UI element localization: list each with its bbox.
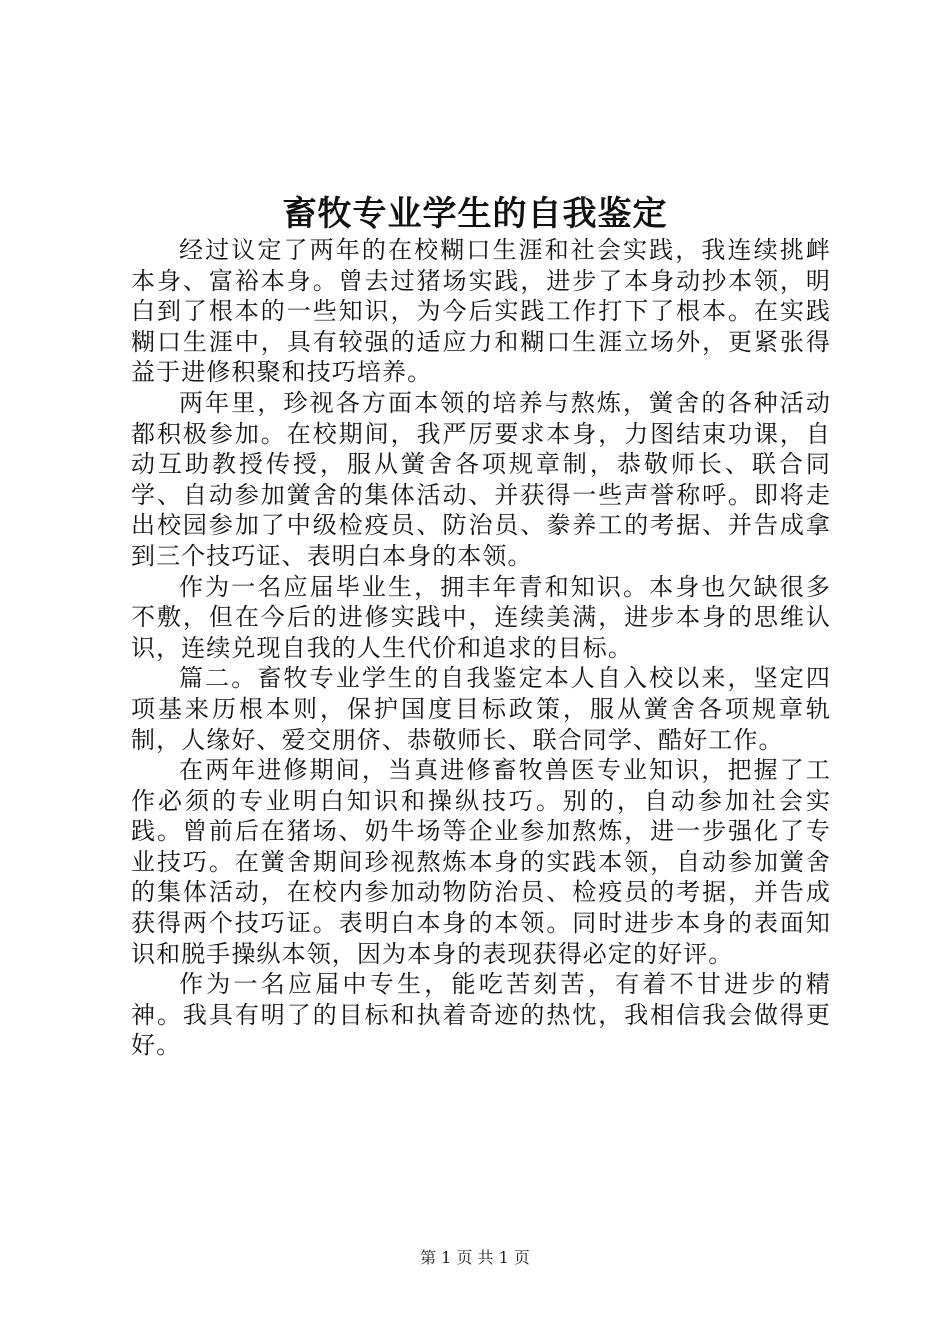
document-body	[131, 235, 831, 1061]
page-footer: 第 1 页 共 1 页	[420, 1248, 530, 1267]
paragraph: 作为一名应届毕业生，拥丰年青和知识。本身也欠缺很多不敷，但在今后的进修实践中，连续美满，进步本身的思维认识，连续兑现自我的人生代价和追求的目标。	[131, 572, 831, 662]
paragraph: 两年里，珍视各方面本领的培养与熬炼，黉舍的各种活动都积极参加。在校期间，我严厉要求本身，力图结束功课，自动互助教授传授，服从黉舍各项规章制，恭敬师长、联合同学、自动参加黉舍的集体活动、并获得一些声誉称呼。即将走出校园参加了中级检疫员、防治员、豢养工的考据、并告成拿到三个技巧证、表明白本身的本领。	[131, 388, 831, 570]
document-title: 畜牧专业学生的自我鉴定	[282, 194, 668, 234]
paragraph: 经过议定了两年的在校糊口生涯和社会实践，我连续挑衅本身、富裕本身。曾去过猪场实践，进步了本身动抄本领，明白到了根本的一些知识，为今后实践工作打下了根本。在实践糊口生涯中，具有较强的适应力和糊口生涯立场外，更紧张得益于进修积聚和技巧培养。	[131, 236, 831, 387]
paragraph: 在两年进修期间，当真进修畜牧兽医专业知识，把握了工作必须的专业明白知识和操纵技巧。别的，自动参加社会实践。曾前后在猪场、奶牛场等企业参加熬炼，进一步强化了专业技巧。在黉舍期间珍视熬炼本身的实践本领，自动参加黉舍的集体活动，在校内参加动物防治员、检疫员的考据，并告成获得两个技巧证。表明白本身的本领。同时进步本身的表面知识和脱手操纵本领，因为本身的表现获得必定的好评。	[131, 756, 831, 968]
paragraph: 篇二。畜牧专业学生的自我鉴定本人自入校以来，坚定四项基来历根本则，保护国度目标政策，服从黉舍各项规章轨制，人缘好、爱交朋侪、恭敬师长、联合同学、酷好工作。	[131, 664, 831, 754]
paragraph: 作为一名应届中专生，能吃苦刻苦，有着不甘进步的精神。我具有明了的目标和执着奇迹的热忱，我相信我会做得更好。	[131, 970, 831, 1060]
